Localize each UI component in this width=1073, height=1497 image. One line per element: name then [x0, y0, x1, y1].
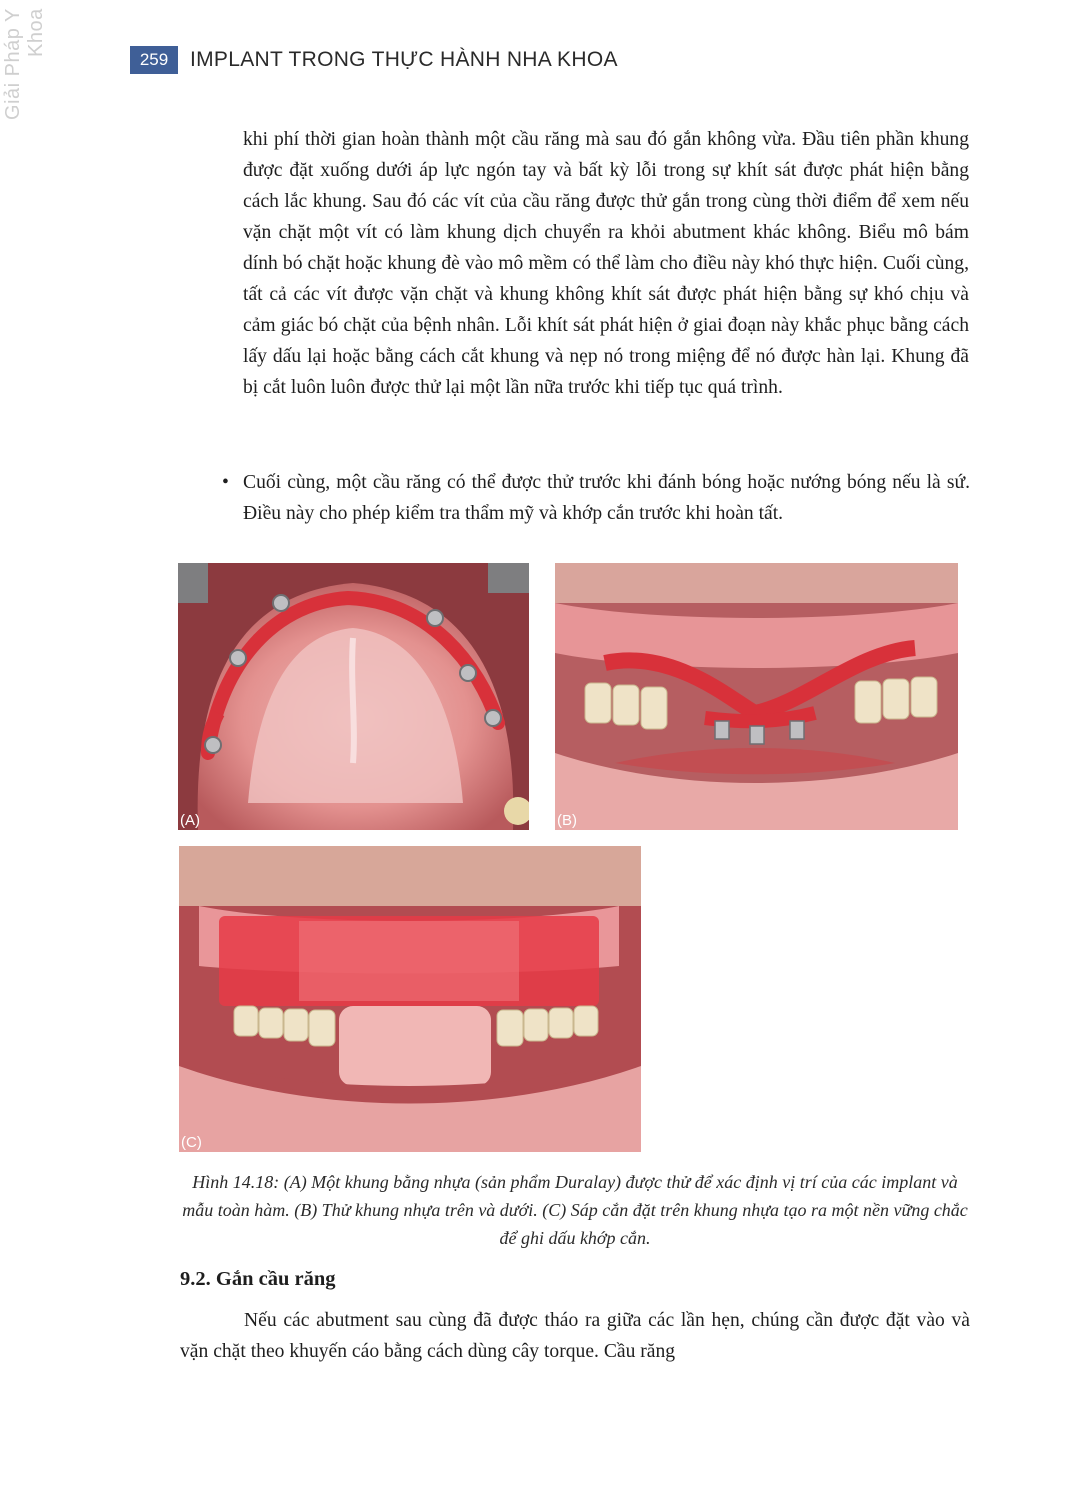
figure-a-label: (A) — [180, 812, 200, 829]
figure-caption: Hình 14.18: (A) Một khung bằng nhựa (sản phẩm Duralay) được thử để xác định vị trí của các implant và mẫu toàn hàm. (B) Thử khung nhựa trên và dưới. (C) Sáp cắn đặt trên khung nhựa tạo ra một nền vững chắc để ghi dấu khớp cắn. — [182, 1172, 968, 1248]
palate-framework-illustration — [178, 563, 529, 830]
body-paragraph-2: Nếu các abutment sau cùng đã được tháo ra giữa các lần hẹn, chúng cần được đặt vào và vặn chặt theo khuyến cáo bằng cách dùng cây torque. Cầu răng — [180, 1310, 970, 1362]
side-watermark: Giải Pháp Y Khoa — [2, 8, 47, 120]
figure-a-photo — [178, 563, 529, 830]
figure-b-label: (B) — [557, 812, 577, 829]
page-number: 259 — [130, 46, 178, 74]
figure-c-photo — [179, 846, 641, 1152]
page-header — [130, 46, 618, 74]
upper-lower-framework-illustration — [555, 563, 958, 830]
book-title: IMPLANT TRONG THỰC HÀNH NHA KHOA — [190, 48, 618, 71]
bullet-text: Cuối cùng, một cầu răng có thể được thử trước khi đánh bóng hoặc nướng bóng nếu là sứ. Điều này cho phép kiểm tra thẩm mỹ và khớp cắn trước khi hoàn tất. — [243, 472, 970, 524]
bite-wax-illustration — [179, 846, 641, 1152]
figure-c-label: (C) — [181, 1134, 202, 1151]
body-paragraph-1: khi phí thời gian hoàn thành một cầu răng mà sau đó gắn không vừa. Đầu tiên phần khung được đặt xuống dưới áp lực ngón tay và bất kỳ lỗi trong sự khít sát được phát hiện bằng cách lắc khung. Sau đó các vít của cầu răng được thử gắn trong cùng thời điểm để xem nếu vặn chặt một vít có làm khung dịch chuyển ra khỏi abutment khác không. Biểu mô bám dính bó chặt hoặc khung đè vào mô mềm có thể làm cho điều này khó thực hiện. Cuối cùng, tất cả các vít được vặn chặt và khung không khít sát được phát hiện bằng sự khó chịu và cảm giác bó chặt của bệnh nhân. Lỗi khít sát phát hiện ở giai đoạn này khắc phục bằng cách lấy dấu lại hoặc bằng cách cắt khung và nẹp nó trong miệng để nó được hàn lại. Khung đã bị cắt luôn luôn được thử lại một lần nữa trước khi tiếp tục quá trình. — [243, 129, 969, 398]
bullet-item — [222, 467, 970, 529]
figure-b-photo — [555, 563, 958, 830]
bullet-dot-icon: • — [222, 472, 229, 493]
section-heading: 9.2. Gắn cầu răng — [180, 1268, 336, 1290]
